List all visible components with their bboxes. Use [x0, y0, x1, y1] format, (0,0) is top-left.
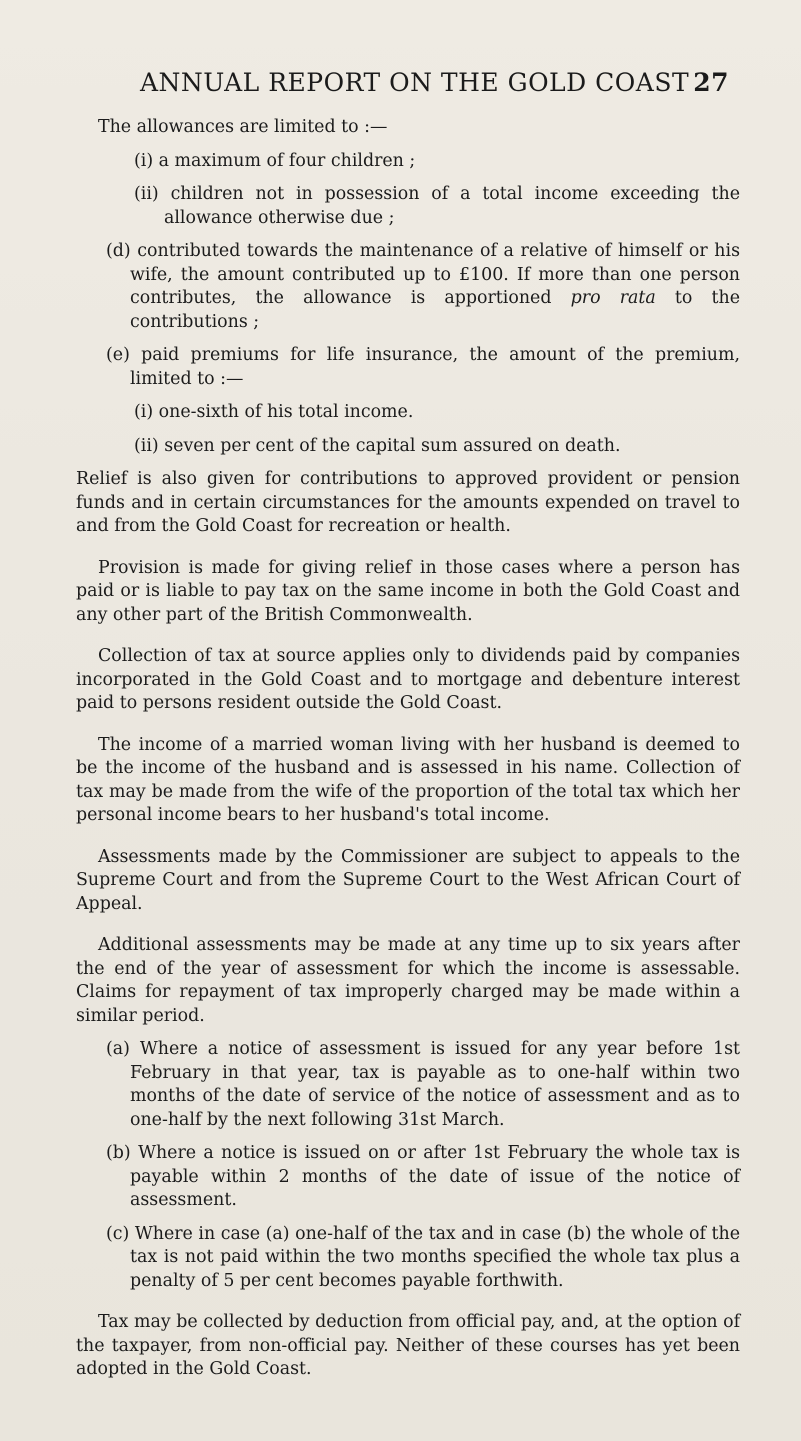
paragraph-relief: Relief is also given for contributions to approved provident or pension funds and in certain circumstances for the amounts expended on travel to and from the Gold Coast for recreation or health. — [76, 469, 740, 536]
paragraph-appeals: Assessments made by the Commissioner are subject to appeals to the Supreme Court and from the Supreme Court to the West African Court of Appeal. — [76, 846, 740, 914]
running-title: ANNUAL REPORT ON THE GOLD COAST — [140, 68, 690, 97]
paragraph-provision: Provision is made for giving relief in those cases where a person has paid or is liable to pay tax on the same income in both the Gold Coast and any other part of the British Commonwealth. — [76, 557, 740, 625]
paragraph-collection: Collection of tax at source applies only to dividends paid by companies incorporated in the Gold Coast and to mortgage and debenture interest paid to persons resident outside the Gold Coast. — [76, 646, 740, 713]
item-a: (a) Where a notice of assessment is issued for any year before 1st February in that year, tax is payable as to one-half within two months of the date of service of the notice of assessment and as to one-half by the next following 31st March. — [106, 1039, 740, 1130]
item-d-text-end: to the contributions ; — [130, 288, 741, 332]
page-body — [76, 116, 740, 1382]
paragraph-married-woman: The income of a married woman living with her husband is deemed to be the income of the husband and is assessed in his name. Collection of tax may be made from the wife of the proportion of the total tax which her personal income bears to her husband's total income. — [76, 734, 740, 825]
item-e: (e) paid premiums for life insurance, the amount of the premium, limited to :— — [106, 345, 740, 389]
item-c: (c) Where in case (a) one-half of the tax and in case (b) the whole of the tax is not paid within the two months specified the whole tax plus a penalty of 5 per cent becomes payable forthwith. — [106, 1223, 740, 1291]
item-d-text: (d) contributed towards the maintenance of a relative of himself or his wife, the amount contributed up to £100. If more than one person contributes, the allowance is apportioned — [106, 241, 740, 308]
premium-limit-ii: (ii) seven per cent of the capital sum assured on death. — [134, 435, 621, 456]
paragraph-deduction: Tax may be collected by deduction from official pay, and, at the option of the taxpayer, from non-official pay. Neither of these courses has yet been adopted in the Gold Coast. — [76, 1312, 740, 1379]
allowances-intro: The allowances are limited to :— — [98, 117, 388, 137]
allowance-limit-ii: (ii) children not in possession of a total income exceeding the allowance otherwise due ; — [134, 184, 740, 228]
running-header — [140, 68, 729, 102]
allowance-limit-i: (i) a maximum of four children ; — [134, 150, 416, 171]
item-d-pro-rata: pro rata — [570, 288, 656, 308]
page-number: 27 — [693, 68, 729, 97]
paragraph-additional-assessments: Additional assessments may be made at any time up to six years after the end of the year of assessment for which the income is assessable. Claims for repayment of tax improperly charged may be made within a similar period. — [76, 935, 740, 1026]
premium-limit-i: (i) one-sixth of his total income. — [134, 402, 414, 422]
item-b: (b) Where a notice is issued on or after 1st February the whole tax is payable within 2 months of the date of issue of the notice of assessment. — [106, 1143, 740, 1210]
item-d — [76, 240, 740, 334]
